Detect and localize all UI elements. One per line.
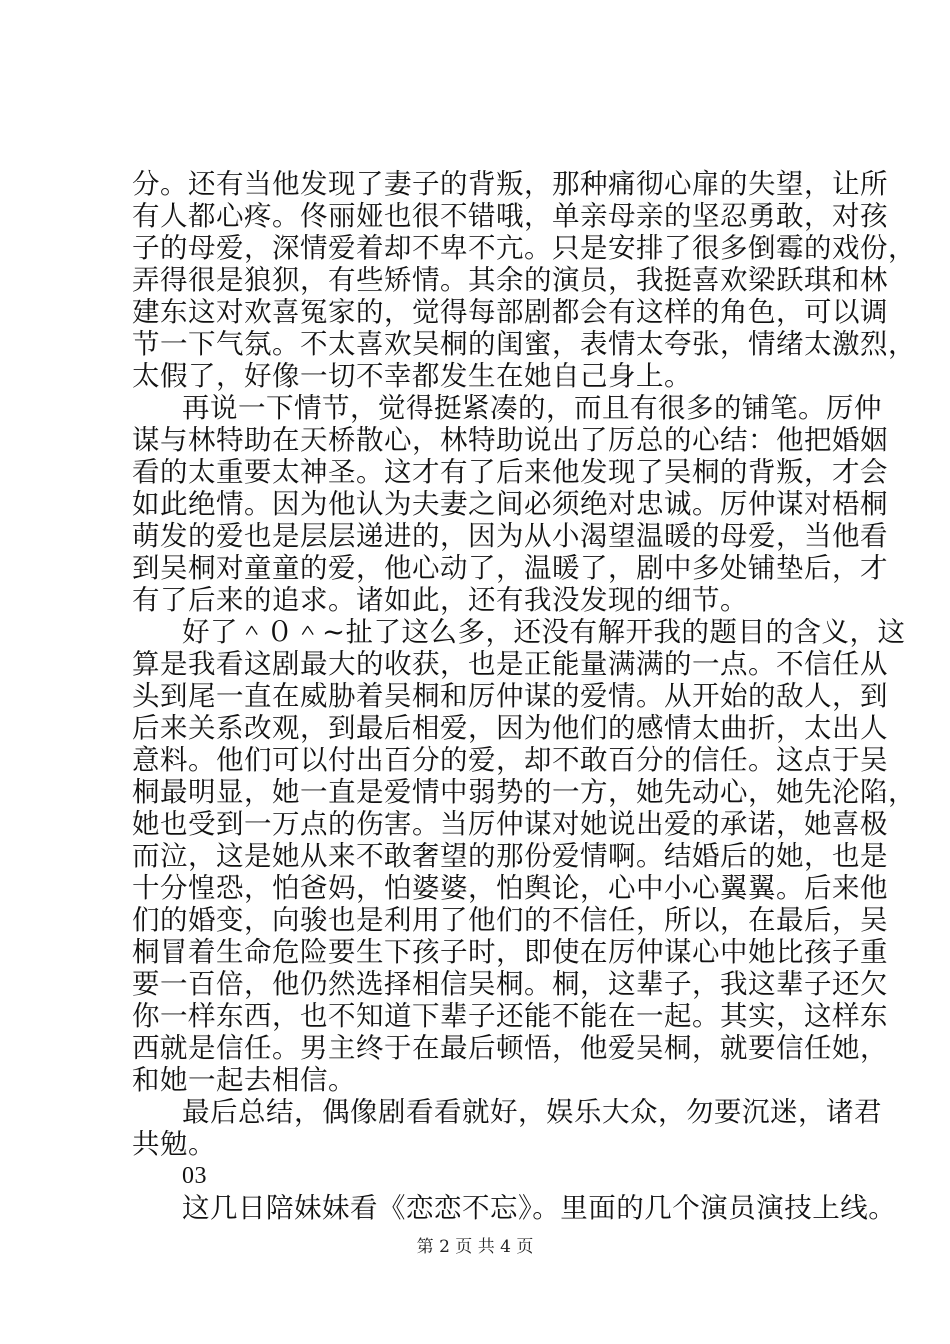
text-line: 萌发的爱也是层层递进的，因为从小渴望温暖的母爱，当他看 (132, 520, 888, 552)
text-line: 意料。他们可以付出百分的爱，却不敢百分的信任。这点于吴 (132, 744, 888, 776)
text-line: 西就是信任。男主终于在最后顿悟，他爱吴桐，就要信任她， (132, 1032, 888, 1064)
text-line: 算是我看这剧最大的收获，也是正能量满满的一点。不信任从 (132, 648, 888, 680)
text-line: 桐冒着生命危险要生下孩子时，即使在厉仲谋心中她比孩子重 (132, 936, 888, 968)
text-line: 好了＾０＾~扯了这么多，还没有解开我的题目的含义，这 (182, 616, 906, 648)
text-line: 看的太重要太神圣。这才有了后来他发现了吴桐的背叛，才会 (132, 456, 888, 488)
text-line: 再说一下情节，觉得挺紧凑的，而且有很多的铺笔。厉仲 (182, 392, 882, 424)
text-line: 最后总结，偶像剧看看就好，娱乐大众，勿要沉迷，诸君 (182, 1096, 882, 1128)
text-line: 你一样东西，也不知道下辈子还能不能在一起。其实，这样东 (132, 1000, 888, 1032)
text-line: 要一百倍，他仍然选择相信吴桐。桐，这辈子，我这辈子还欠 (132, 968, 888, 1000)
text-line: 如此绝情。因为他认为夫妻之间必须绝对忠诚。厉仲谋对梧桐 (132, 488, 888, 520)
text-line: 们的婚变，向骏也是利用了他们的不信任，所以，在最后，吴 (132, 904, 888, 936)
text-line: 弄得很是狼狈，有些矫情。其余的演员，我挺喜欢梁跃琪和林 (132, 264, 888, 296)
text-line: 有了后来的追求。诸如此，还有我没发现的细节。 (132, 584, 748, 616)
text-line: 03 (182, 1163, 207, 1189)
text-line: 建东这对欢喜冤家的，觉得每部剧都会有这样的角色，可以调 (132, 296, 888, 328)
document-body (132, 168, 916, 1224)
text-line: 头到尾一直在威胁着吴桐和厉仲谋的爱情。从开始的敌人，到 (132, 680, 888, 712)
text-line: 到吴桐对童童的爱，他心动了，温暖了，剧中多处铺垫后，才 (132, 552, 888, 584)
text-line: 太假了，好像一切不幸都发生在她自己身上。 (132, 360, 692, 392)
page-footer (0, 1236, 950, 1258)
text-line: 这几日陪妹妹看《恋恋不忘》。里面的几个演员演技上线。 (182, 1192, 897, 1224)
text-line: 而泣，这是她从来不敢奢望的那份爱情啊。结婚后的她，也是 (132, 840, 888, 872)
text-line: 后来关系改观，到最后相爱，因为他们的感情太曲折，太出人 (132, 712, 888, 744)
text-line: 分。还有当他发现了妻子的背叛，那种痛彻心扉的失望，让所 (132, 168, 888, 200)
text-line: 共勉。 (132, 1128, 216, 1160)
text-line: 她也受到一万点的伤害。当厉仲谋对她说出爱的承诺，她喜极 (132, 808, 888, 840)
text-line: 有人都心疼。佟丽娅也很不错哦，单亲母亲的坚忍勇敢，对孩 (132, 200, 888, 232)
text-line: 十分惶恐，怕爸妈，怕婆婆，怕舆论，心中小心翼翼。后来他 (132, 872, 888, 904)
text-line: 和她一起去相信。 (132, 1064, 356, 1096)
text-line: 节一下气氛。不太喜欢吴桐的闺蜜，表情太夸张，情绪太激烈， (132, 328, 916, 360)
text-line: 子的母爱，深情爱着却不卑不亢。只是安排了很多倒霉的戏份， (132, 232, 916, 264)
text-line: 桐最明显，她一直是爱情中弱势的一方，她先动心，她先沦陷， (132, 776, 916, 808)
text-line: 谋与林特助在天桥散心，林特助说出了厉总的心结：他把婚姻 (132, 424, 888, 456)
page-number-label: 第 2 页 共 4 页 (416, 1237, 534, 1257)
